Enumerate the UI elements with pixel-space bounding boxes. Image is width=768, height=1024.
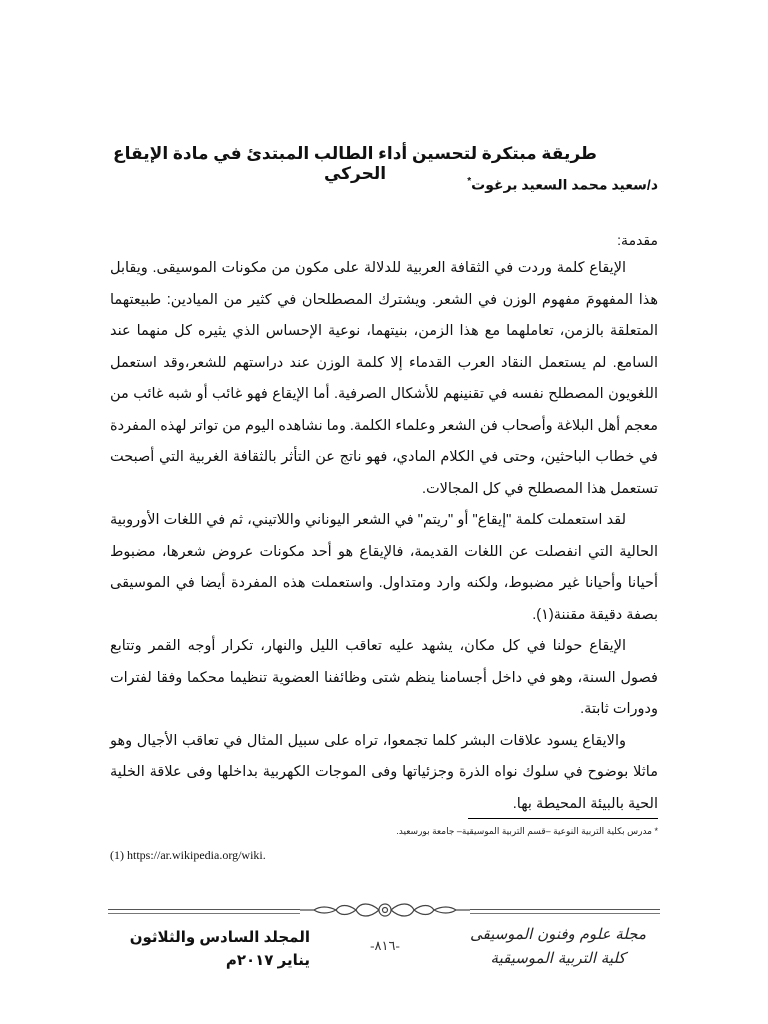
article-title: طريقة مبتكرة لتحسين أداء الطالب المبتدئ في مادة الإيقاع الحركي xyxy=(113,144,597,183)
journal-name: مجلة علوم وفنون الموسيقى xyxy=(469,925,647,943)
paragraph: لقد استعملت كلمة "إيقاع" أو "ريتم" في الشعر اليوناني واللاتيني، ثم في اللغات الأوروبية الحالية التي انفصلت عن اللغات القديمة، فالإيقاع هو أحد مكونات عروض شعرها، مضبوط أحيانا وأحيانا غير مضبوط، ولكنه وارد ومتداول. واستعملت هذه المفردة أيضا في الموسيقى بصفة دقيقة مقننة(١). xyxy=(110,512,658,623)
article-body xyxy=(110,253,658,820)
author-line xyxy=(467,176,658,194)
footnote-reference: (1) https://ar.wikipedia.org/wiki. xyxy=(110,848,266,862)
ornament-icon xyxy=(300,898,470,922)
author-footnote-mark: * xyxy=(467,176,472,187)
footnote-author: * مدرس بكلية التربية النوعية –قسم التربية الموسيقية– جامعة بورسعيد. xyxy=(396,826,658,836)
author-name: د/سعيد محمد السعيد برغوت xyxy=(471,176,658,193)
paragraph: الإيقاع حولنا في كل مكان، يشهد عليه تعاقب الليل والنهار، تكرار أوجه القمر وتتابع فصول السنة، وهو في داخل أجسامنا ينظم شتى وظائفنا العضوية تنظيما محكما وفقا لفترات ودورات ثابتة. xyxy=(110,638,658,717)
paragraph: الإيقاع كلمة وردت في الثقافة العربية للدلالة على مكون من مكونات الموسيقى. ويقابل هذا المفهومَ مفهوم الوزن في الشعر. ويشترك المصطلحان في كثير من الميادين: طبيعتهما المتعلقة بالزمن، تعاملهما مع هذا الزمن، بنيتهما، نوعية الإحساس الذي يثيره كل منهما عند السامع. لم يستعمل النقاد العرب القدماء إلا كلمة الوزن عند دراستهم للشعر،وقد استعمل اللغويون المصطلح نفسه في تقنينهم للأشكال الصرفية. أما الإيقاع فهو غائب أو شبه غائب من معجم أهل البلاغة وأصحاب فن الشعر وعلماء الكلمة. وما نشاهده اليوم من تواتر لهذه المفردة في خطاب الباحثين، وحتى في الكلام المادي، فهو ناتج عن التأثر بالثقافة الغربية التي أصبحت تستعمل هذا المصطلح في كل المجالات. xyxy=(110,260,658,497)
paragraph: والايقاع يسود علاقات البشر كلما تجمعوا، تراه على سبيل المثال في تعاقب الأجيال وهو ماثلا بوضوح في سلوك نواه الذرة وجزئياتها وفى الموجات الكهربية بداخلها وفى علاقة الخلية الحية بالبيئة المحيطة بها. xyxy=(110,732,658,812)
footer-volume xyxy=(110,926,310,972)
page-number: -٨١٦- xyxy=(370,938,400,953)
issue-date: يناير ٢٠١٧م xyxy=(225,952,310,969)
faculty-name: كلية التربية الموسيقية xyxy=(490,949,626,967)
journal-logo xyxy=(458,922,658,970)
intro-heading: مقدمة: xyxy=(617,232,658,248)
volume-label: المجلد السادس والثلاثون xyxy=(129,929,310,946)
footnote-divider xyxy=(468,818,658,819)
